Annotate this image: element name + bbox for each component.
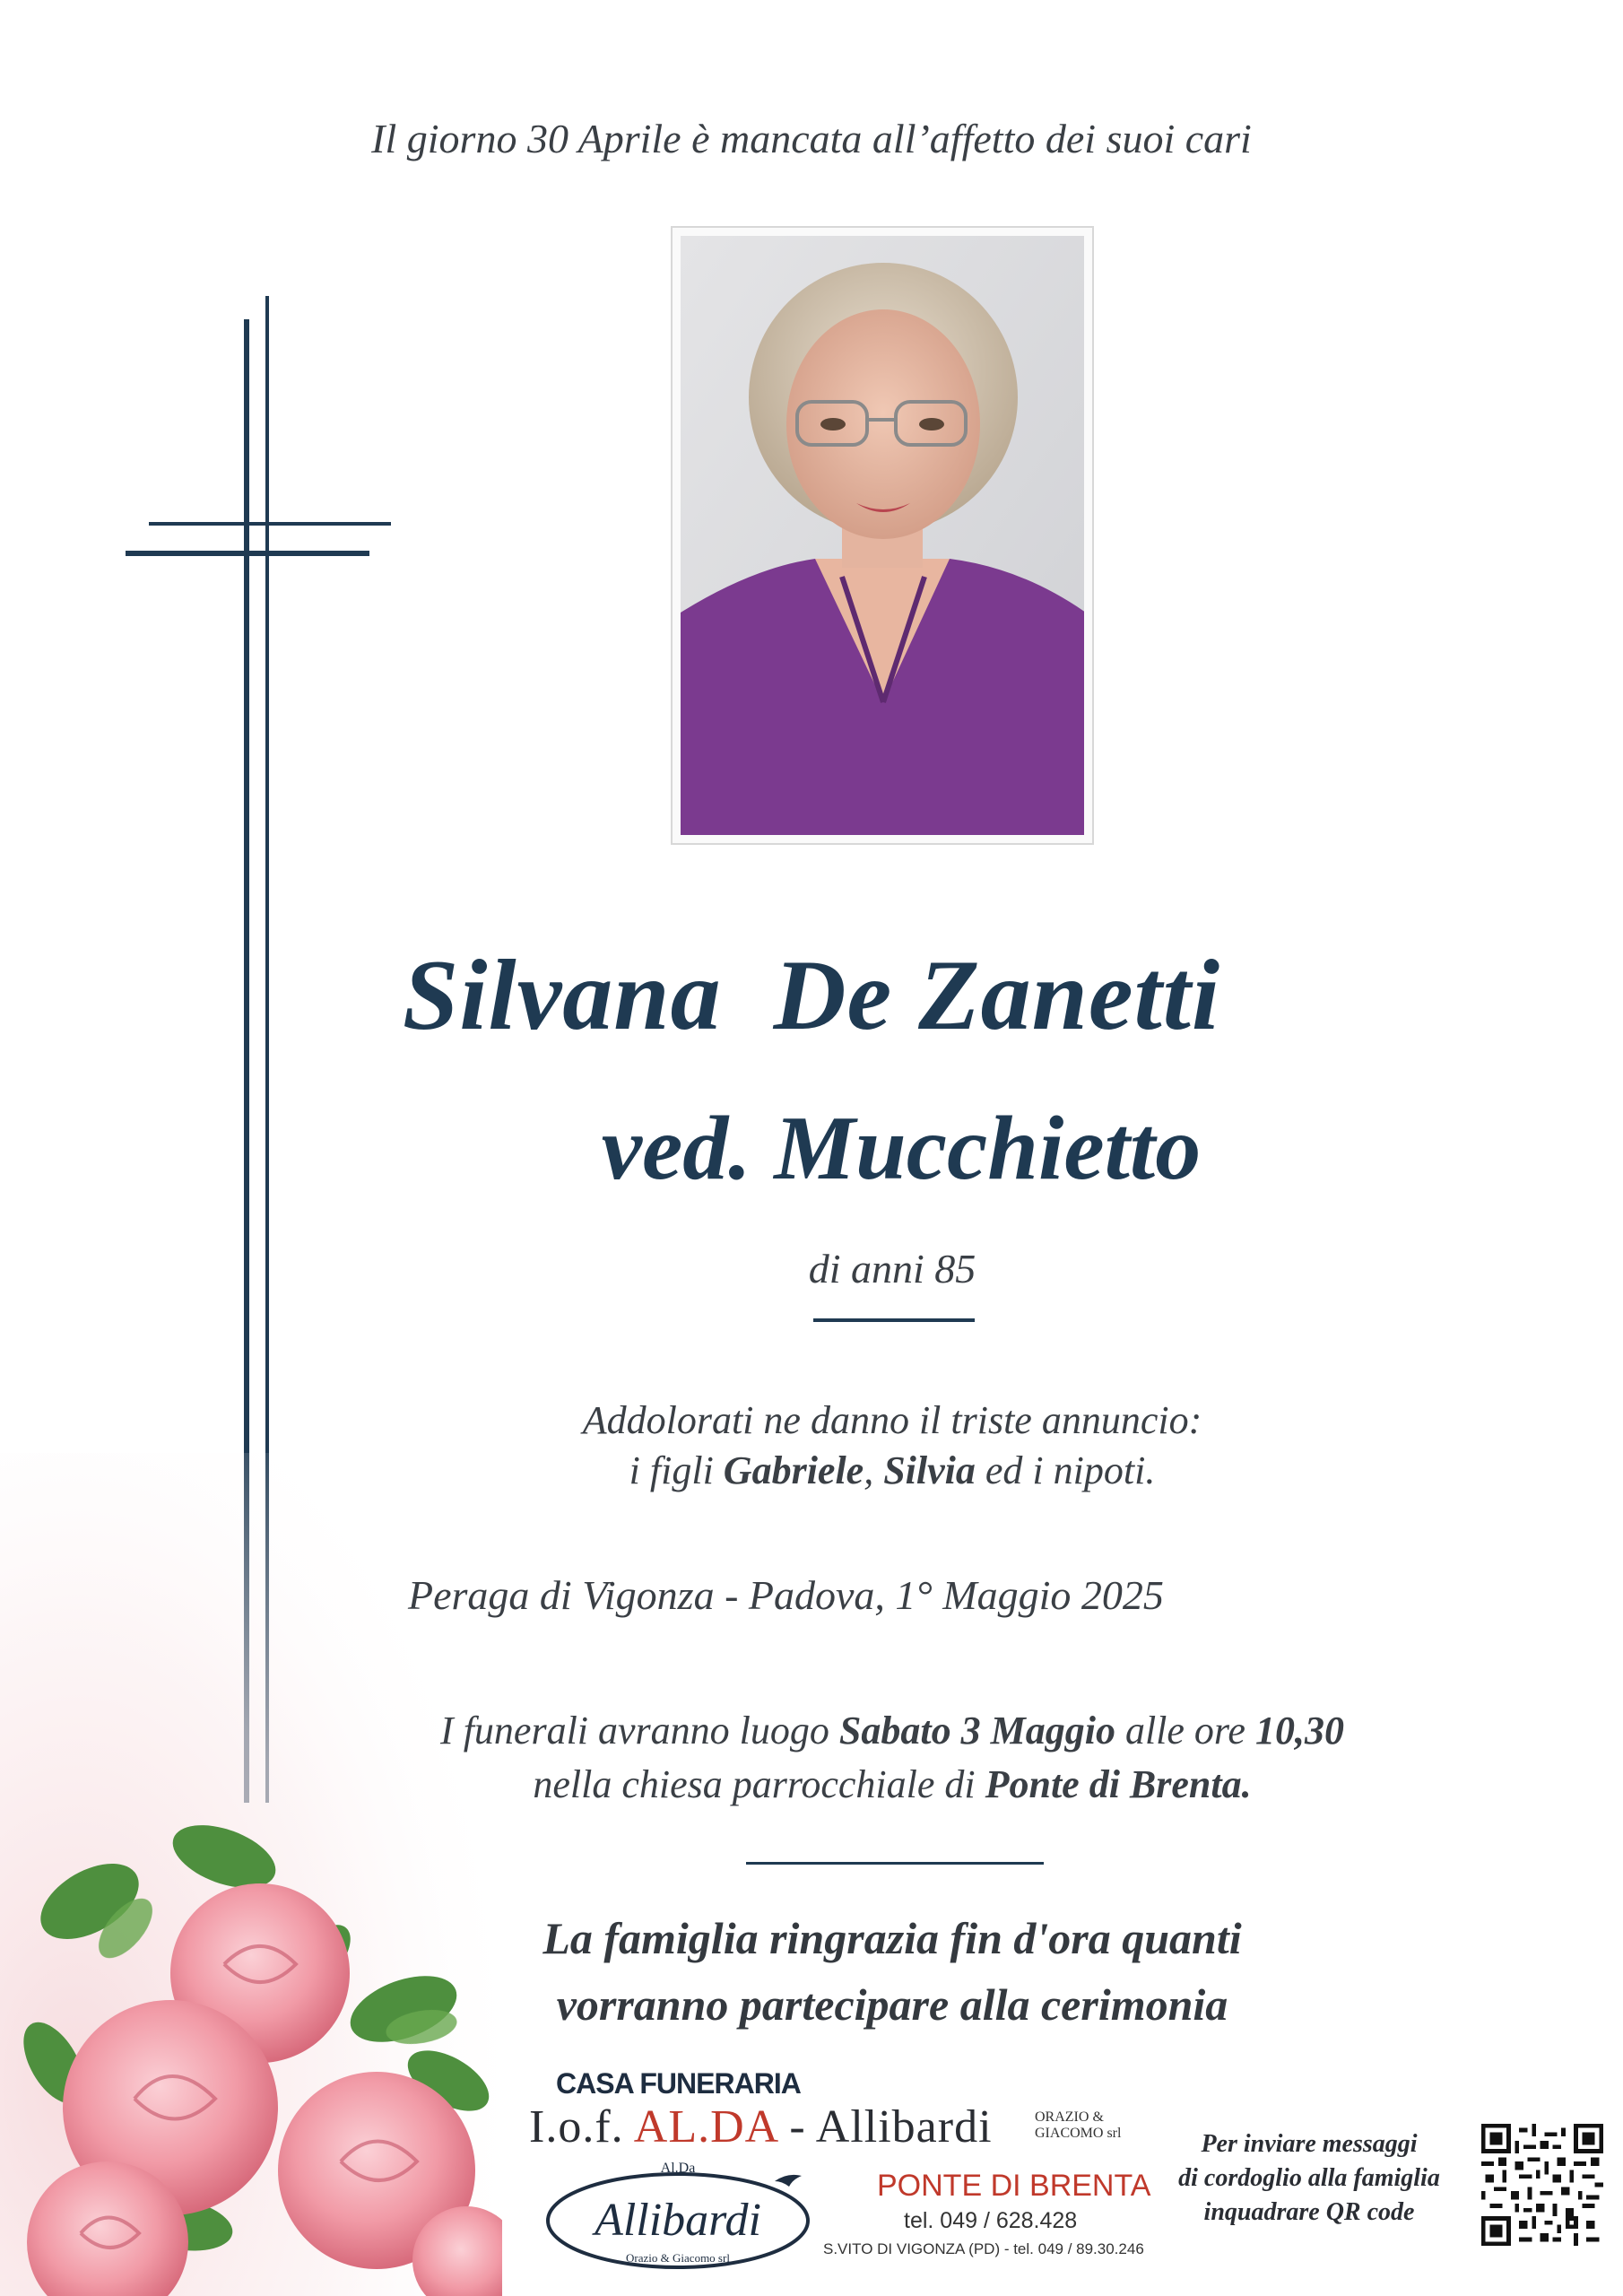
deceased-name: Silvana De Zanetti	[403, 940, 1220, 1051]
child-name: Gabriele	[723, 1448, 864, 1492]
funeral-info	[81, 1704, 1623, 1812]
portrait-photo	[671, 226, 1094, 845]
portrait-image	[681, 236, 1084, 835]
funeral-home-phone: tel. 049 / 628.428	[904, 2208, 1078, 2233]
place-date: Peraga di Vigonza - Padova, 1° Maggio 2025	[408, 1572, 1164, 1618]
funeral-home-branch: S.VITO DI VIGONZA (PD) - tel. 049 / 89.30.246	[823, 2240, 1144, 2257]
funeral-home-name: I.o.f. AL.DA - Allibardi	[529, 2101, 993, 2152]
announcement-line2: i figli Gabriele, Silvia ed i nipoti.	[629, 1448, 1156, 1492]
thanks-message: La famiglia ringrazia fin d'ora quanti vorranno partecipare alla cerimonia	[542, 1913, 1242, 2030]
deceased-married-name: ved. Mucchietto	[601, 1098, 1202, 1199]
funeral-line2: nella chiesa parrocchiale di Ponte di Brenta.	[533, 1762, 1252, 1806]
age: di anni 85	[808, 1246, 976, 1292]
funeral-home-label: CASA FUNERARIA	[556, 2067, 801, 2100]
funeral-time: 10,30	[1254, 1709, 1344, 1752]
announcement	[81, 1396, 1623, 1496]
logo-top-text: Al.Da	[660, 2161, 696, 2176]
allibardi-logo	[543, 2147, 821, 2282]
announcement-line1: Addolorati ne danno il triste annuncio:	[582, 1398, 1202, 1442]
church-name: Ponte di Brenta.	[985, 1762, 1252, 1806]
separator	[813, 1318, 975, 1322]
logo-bottom-text: Orazio & Giacomo srl	[626, 2251, 730, 2265]
child-name: Silvia	[883, 1448, 976, 1492]
funeral-home-owners: ORAZIO & GIACOMO srl	[1035, 2109, 1122, 2141]
funeral-day: Sabato 3 Maggio	[838, 1709, 1115, 1752]
funeral-line1: I funerali avranno luogo Sabato 3 Maggio alle ore 10,30	[440, 1709, 1344, 1752]
intro-text: Il giorno 30 Aprile è mancata all’affetto dei suoi cari	[371, 116, 1252, 161]
qr-code-icon[interactable]	[1481, 2124, 1603, 2246]
logo-name: Allibardi	[595, 2195, 761, 2246]
funeral-home-location: PONTE DI BRENTA	[877, 2169, 1151, 2203]
dove-icon	[775, 2175, 802, 2187]
qr-instructions: Per inviare messaggi di cordoglio alla famiglia inquadrare QR code	[1178, 2130, 1440, 2226]
separator	[746, 1862, 1044, 1865]
